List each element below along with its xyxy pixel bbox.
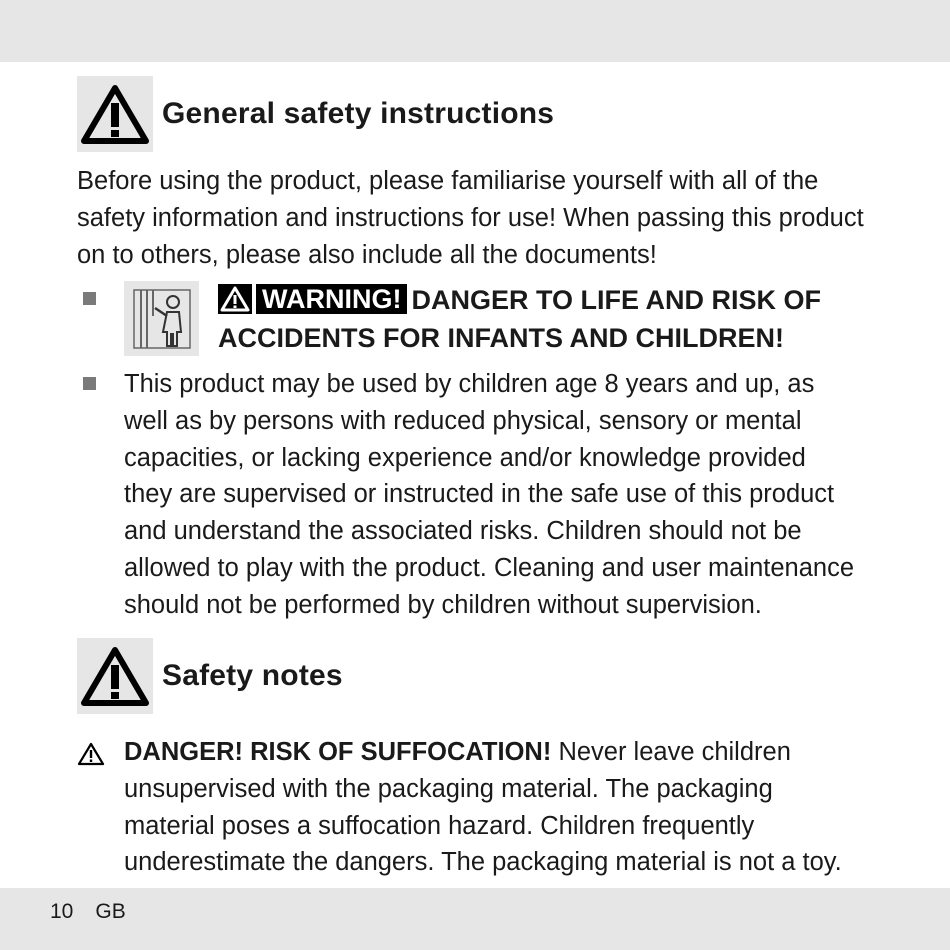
top-band [0,0,950,62]
text-line: Never leave children [558,738,791,766]
child-safety-icon [124,281,199,356]
text-line: they are supervised or instructed in the safe use of this product [124,480,835,509]
warning-badge-icon [218,284,252,314]
text-line: allowed to play with the product. Cleaning and user maintenance [124,553,855,582]
warning-triangle-icon [77,76,153,152]
warning-heading-line2: ACCIDENTS FOR INFANTS AND CHILDREN! [218,323,784,353]
text-line: unsupervised with the packaging material. The packaging [124,774,773,803]
danger-label: DANGER! RISK OF SUFFOCATION! [124,738,552,766]
warning-badge-label: WARNING! [256,284,407,314]
page-number: 10 [50,900,74,923]
section-heading-general [77,76,554,152]
text-line: and understand the associated risks. Children should not be [124,517,802,546]
section-title: General safety instructions [162,97,555,130]
danger-paragraph [124,734,842,881]
text-line: This product may be used by children age 8 years and up, as [124,370,815,398]
children-note-paragraph [124,366,854,624]
section-heading-safety-notes [77,638,343,714]
text-line: material poses a suffocation hazard. Children frequently [124,811,755,840]
warning-heading-line1: DANGER TO LIFE AND RISK OF [411,285,821,315]
warning-triangle-icon [77,638,153,714]
language-code: GB [95,900,126,923]
section-title: Safety notes [162,659,343,692]
text-line: should not be performed by children without supervision. [124,590,762,619]
bullet-square-icon [83,377,96,390]
text-line: underestimate the dangers. The packaging material is not a toy. [124,848,842,877]
text-line: on to others, please also include all the documents! [77,240,657,269]
intro-paragraph [77,163,864,273]
danger-triangle-icon [77,741,105,772]
text-line: safety information and instructions for use! When passing this product [77,203,864,232]
text-line: Before using the product, please familiarise yourself with all of the [77,167,819,195]
bullet-square-icon [83,292,96,305]
text-line: capacities, or lacking experience and/or knowledge provided [124,443,806,472]
text-line: well as by persons with reduced physical, sensory or mental [124,406,802,435]
warning-heading [218,281,821,357]
page-footer [50,900,148,924]
